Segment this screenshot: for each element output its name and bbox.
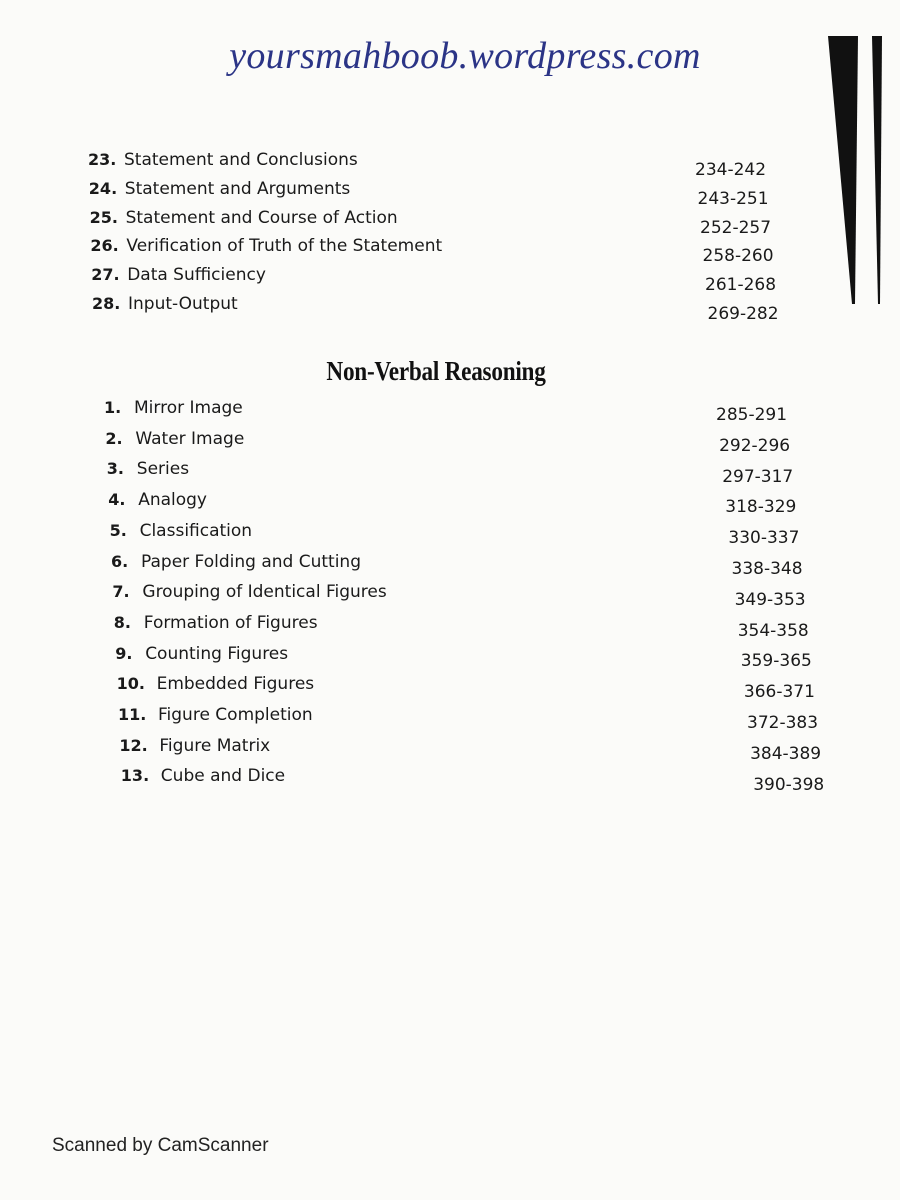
scanner-credit: Scanned by CamScanner — [52, 1135, 269, 1156]
toc-entry-number: 6. — [111, 551, 129, 571]
toc-entry — [92, 294, 238, 320]
toc-entry-pages: 261-268 — [705, 275, 777, 296]
toc-entry-title: Series — [136, 459, 190, 480]
toc-entry-number: 9. — [115, 643, 133, 663]
toc-entry-pages: 252-257 — [700, 217, 772, 238]
toc-entry — [121, 766, 285, 792]
toc-entry-title: Figure Matrix — [159, 735, 271, 756]
toc-entry-title: Verification of Truth of the Statement — [126, 236, 443, 257]
toc-entry-pages: 359-365 — [740, 651, 812, 672]
toc-entry-number: 26. — [90, 236, 119, 256]
toc-entry-number: 3. — [106, 459, 125, 479]
toc-entry-pages: 372-383 — [747, 713, 819, 733]
toc-entry-title: Statement and Arguments — [124, 178, 351, 199]
toc-entry-pages: 318-329 — [725, 497, 797, 518]
toc-entry — [110, 521, 252, 547]
toc-entry-number: 25. — [89, 207, 118, 227]
toc-entry — [119, 736, 270, 762]
toc-entry — [115, 644, 288, 670]
toc-entry-title: Formation of Figures — [143, 612, 318, 633]
toc-entry-title: Water Image — [135, 428, 245, 449]
toc-entry-pages: 366-371 — [743, 682, 815, 703]
toc-entry-pages: 234-242 — [695, 160, 767, 180]
toc-entry-pages: 349-353 — [734, 589, 806, 610]
toc-entry-pages: 292-296 — [719, 435, 791, 456]
toc-entry-title: Statement and Conclusions — [124, 150, 358, 170]
toc-entry-number: 10. — [116, 674, 145, 694]
toc-entry-pages: 297-317 — [722, 466, 794, 487]
toc-entry-title: Embedded Figures — [156, 674, 315, 695]
toc-entry-number: 2. — [105, 428, 123, 448]
toc-entry-pages: 269-282 — [707, 304, 779, 324]
toc-entry-title: Cube and Dice — [160, 766, 286, 787]
toc-entry-pages: 330-337 — [728, 528, 800, 549]
toc-entry-title: Paper Folding and Cutting — [141, 551, 361, 572]
toc-entry — [90, 208, 398, 234]
toc-entry — [112, 582, 386, 608]
toc-entry — [111, 552, 361, 578]
toc-entry — [104, 398, 243, 424]
toc-entry-title: Grouping of Identical Figures — [142, 582, 387, 603]
toc-entry-number: 8. — [113, 612, 132, 632]
toc-entry-number: 12. — [119, 735, 148, 755]
toc-entry-pages: 354-358 — [737, 620, 809, 641]
toc-entry-title: Statement and Course of Action — [125, 207, 398, 228]
toc-entry-title: Mirror Image — [134, 398, 243, 418]
toc-entry — [108, 490, 207, 516]
toc-entry — [107, 459, 189, 485]
toc-entry — [88, 150, 358, 176]
toc-entry-number: 7. — [112, 582, 130, 602]
toc-entry-number: 13. — [120, 766, 150, 786]
toc-entry-title: Data Sufficiency — [127, 265, 266, 286]
toc-entry-number: 27. — [91, 265, 120, 285]
toc-entry-title: Input-Output — [128, 294, 238, 314]
toc-entry-pages: 285-291 — [716, 405, 788, 425]
toc-entry-title: Counting Figures — [145, 643, 289, 664]
toc-entry-pages: 258-260 — [702, 246, 774, 267]
toc-entry-pages: 243-251 — [697, 188, 769, 209]
toc-entry-number: 28. — [92, 294, 121, 313]
toc-entry-title: Analogy — [138, 490, 207, 511]
toc-entry-title: Figure Completion — [158, 705, 313, 725]
toc-entry — [117, 674, 315, 700]
toc-entry-number: 24. — [88, 178, 118, 198]
watermark-url: yoursmahboob.wordpress.com — [229, 35, 701, 77]
toc-entry — [91, 265, 266, 291]
toc-entry — [89, 179, 350, 205]
toc-entry-number: 1. — [104, 398, 122, 417]
toc-entry — [90, 236, 442, 262]
toc-entry-number: 11. — [118, 705, 147, 724]
toc-entry-pages: 384-389 — [750, 743, 822, 764]
toc-entry-number: 5. — [109, 520, 127, 540]
toc-entry — [105, 429, 244, 455]
toc-entry-pages: 390-398 — [753, 774, 825, 795]
toc-entry-number: 4. — [108, 490, 126, 510]
toc-entry-number: 23. — [88, 150, 117, 169]
section-heading: Non-Verbal Reasoning — [326, 356, 546, 386]
toc-entry — [114, 613, 318, 639]
toc-entry-title: Classification — [139, 520, 253, 541]
toc-entry-pages: 338-348 — [731, 559, 803, 579]
toc-entry — [118, 705, 313, 731]
